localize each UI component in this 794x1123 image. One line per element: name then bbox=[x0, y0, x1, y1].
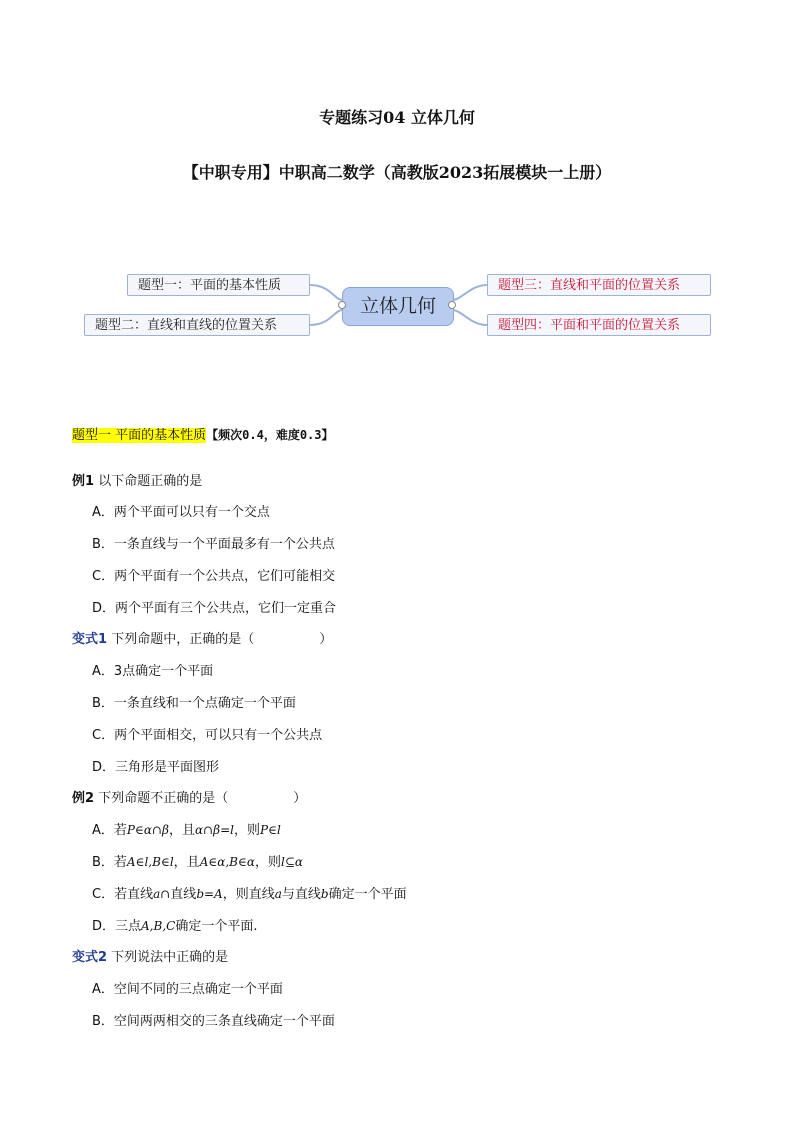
document-title: 专题练习04 立体几何 bbox=[319, 108, 475, 127]
variant-1-option-d: D．三角形是平面图形 bbox=[92, 760, 220, 775]
variant-2-text: 下列说法中正确的是 bbox=[107, 950, 229, 965]
option-text: 与直线 bbox=[281, 887, 321, 902]
variant-2-stem bbox=[72, 946, 228, 965]
section-heading bbox=[72, 424, 334, 443]
section-frequency: 【频次0.4，难度0.3】 bbox=[206, 428, 334, 442]
option-text: ，则 bbox=[254, 855, 281, 870]
variant-1-option-b: B．一条直线和一个点确定一个平面 bbox=[92, 696, 296, 711]
math-expression: a bbox=[274, 887, 282, 901]
mindmap-node-type2[interactable]: 题型二：直线和直线的位置关系 bbox=[84, 314, 310, 336]
example-1-option-d: D．两个平面有三个公共点，它们一定重合 bbox=[92, 601, 337, 616]
mind-map-connectors bbox=[0, 0, 794, 400]
math-expression: b=A bbox=[196, 887, 223, 901]
mindmap-node-type1[interactable]: 题型一：平面的基本性质 bbox=[127, 274, 310, 296]
option-text: A．若 bbox=[92, 823, 127, 838]
example-2-stem bbox=[72, 787, 306, 806]
option-text: B．若 bbox=[92, 855, 127, 870]
variant-2-option-a: A．空间不同的三点确定一个平面 bbox=[92, 982, 283, 997]
collapse-right-icon[interactable] bbox=[448, 301, 456, 309]
example-2-label: 例2 bbox=[72, 791, 95, 806]
variant-1-option-c: C．两个平面相交，可以只有一个公共点 bbox=[92, 728, 323, 743]
example-1-stem bbox=[72, 470, 202, 489]
option-text: ，且 bbox=[173, 855, 200, 870]
variant-2-label: 变式2 bbox=[72, 950, 108, 965]
variant-1-option-a: A．3点确定一个平面 bbox=[92, 664, 214, 679]
example-1-option-c: C．两个平面有一个公共点，它们可能相交 bbox=[92, 569, 336, 584]
section-title: 题型一 平面的基本性质 bbox=[72, 428, 207, 443]
mindmap-center[interactable]: 立体几何 bbox=[342, 287, 454, 326]
math-expression: A∈l,B∈l bbox=[126, 855, 174, 869]
collapse-left-icon[interactable] bbox=[338, 301, 346, 309]
variant-1-text: 下列命题中，正确的是（ ） bbox=[111, 632, 333, 647]
example-2-option-a bbox=[92, 819, 281, 838]
math-expression: P∈l bbox=[260, 823, 281, 837]
document-subtitle: 【中职专用】中职高二数学（高教版2023拓展模块一上册） bbox=[182, 163, 612, 182]
example-2-option-d bbox=[92, 915, 257, 934]
mindmap-node-type4[interactable]: 题型四：平面和平面的位置关系 bbox=[487, 314, 711, 336]
option-text: C．若直线 bbox=[92, 887, 154, 902]
example-2-option-c bbox=[92, 883, 407, 902]
math-expression: l⊆α bbox=[280, 855, 303, 869]
example-1-text: 以下命题正确的是 bbox=[98, 474, 203, 489]
option-text: 直线 bbox=[170, 887, 197, 902]
math-expression: a∩ bbox=[153, 887, 171, 901]
math-expression: α∩β=l bbox=[194, 823, 234, 837]
math-expression: A∈α,B∈α bbox=[199, 855, 255, 869]
option-text: ，则 bbox=[233, 823, 260, 838]
math-expression: b bbox=[320, 887, 329, 901]
option-text: D．三点 bbox=[92, 919, 142, 934]
option-text: ，且 bbox=[168, 823, 195, 838]
example-2-text: 下列命题不正确的是（ ） bbox=[98, 791, 307, 806]
example-1-label: 例1 bbox=[72, 474, 95, 489]
variant-2-option-b: B．空间两两相交的三条直线确定一个平面 bbox=[92, 1014, 335, 1029]
mindmap-node-type3[interactable]: 题型三：直线和平面的位置关系 bbox=[487, 274, 711, 296]
option-text: 确定一个平面 bbox=[328, 887, 407, 902]
variant-1-label: 变式1 bbox=[72, 632, 108, 647]
option-text: 确定一个平面. bbox=[175, 919, 258, 934]
math-expression: P∈α∩β bbox=[126, 823, 169, 837]
variant-1-stem bbox=[72, 628, 332, 647]
option-text: ，则直线 bbox=[222, 887, 275, 902]
math-expression: A,B,C bbox=[141, 919, 176, 933]
example-2-option-b bbox=[92, 851, 303, 870]
example-1-option-a: A．两个平面可以只有一个交点 bbox=[92, 505, 270, 520]
example-1-option-b: B．一条直线与一个平面最多有一个公共点 bbox=[92, 537, 335, 552]
